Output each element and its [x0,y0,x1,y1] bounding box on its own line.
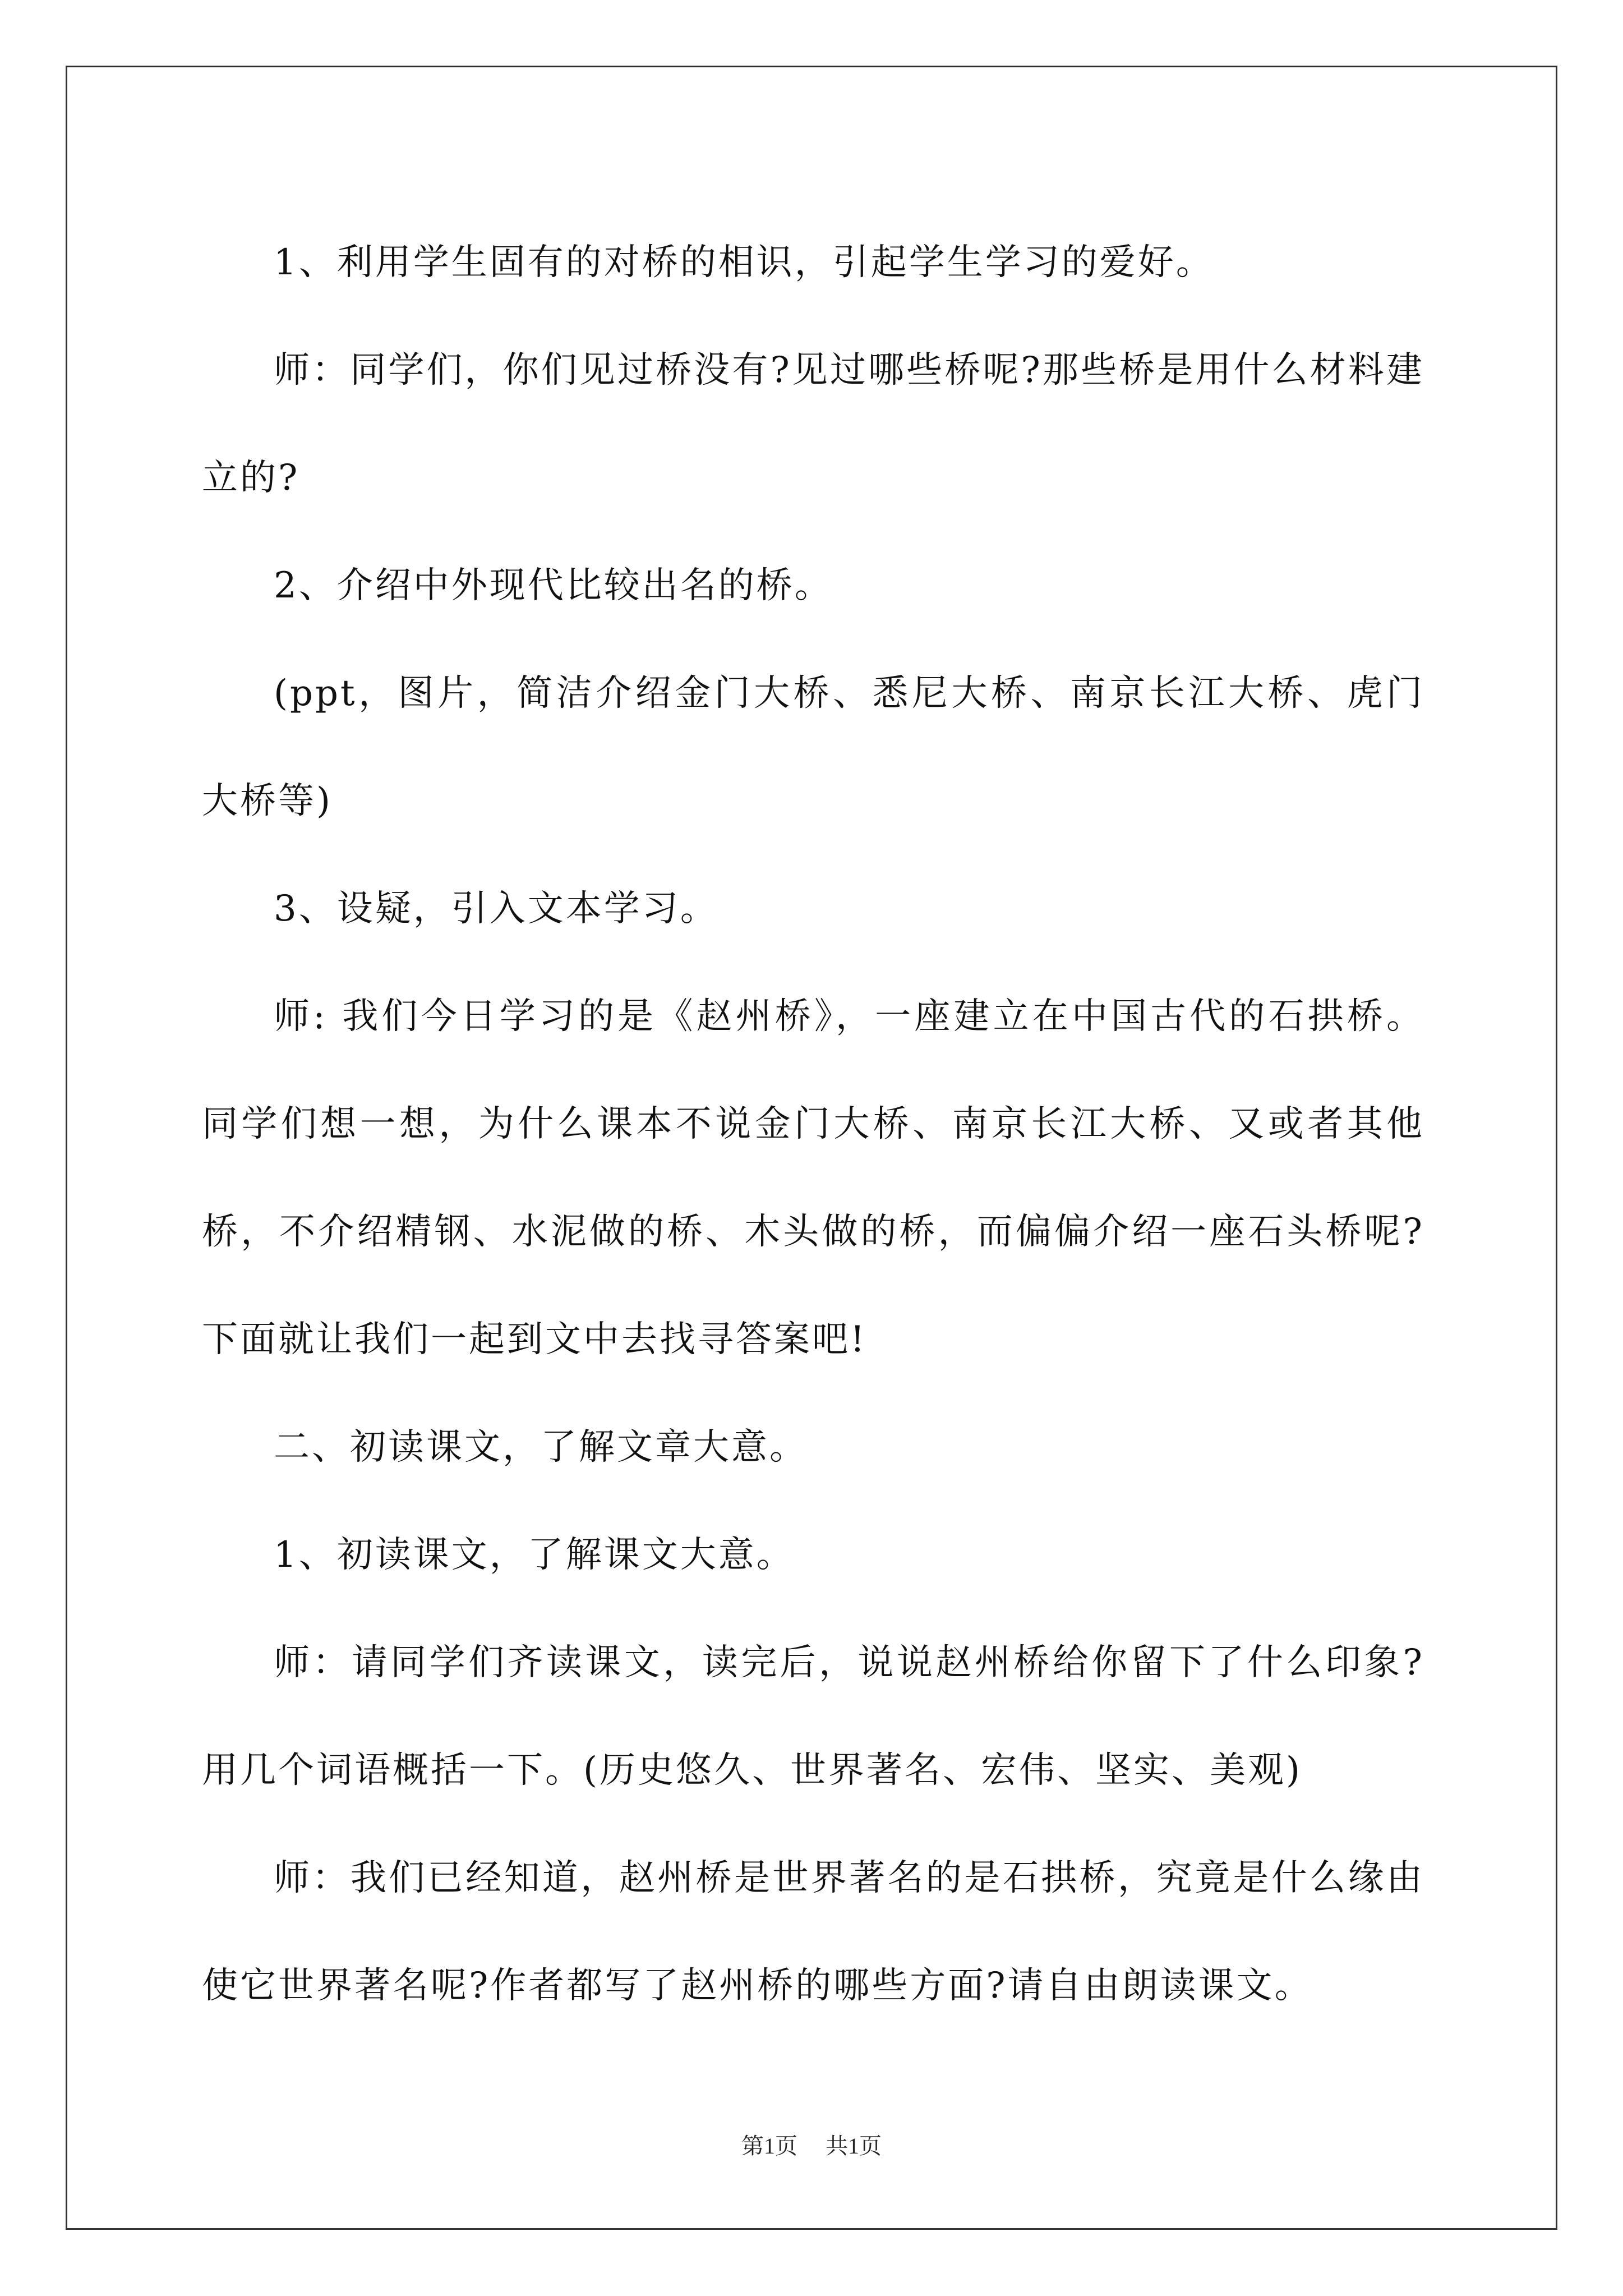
paragraph: 二、初读课文，了解文章大意。 [274,1427,808,1468]
paragraph: 师: 我们今日学习的是《赵州桥》，一座建立在中国古代的石拱桥。同学们想一想，为什么课本不说金门大桥、南京长江大桥、又或者其他桥，不介绍精钢、水泥做的桥、木头做的桥，而偏偏介绍一座石头桥呢?下面就让我们一起到文中去找寻答案吧! [202,996,1424,1360]
paragraph: 1、利用学生固有的对桥的相识，引起学生学习的爱好。 [274,242,1214,283]
page-total: 共1页 [826,2133,882,2159]
document-body [202,209,1424,2040]
page-footer [0,2131,1623,2162]
paragraph: 2、介绍中外现代比较出名的桥。 [274,565,833,606]
paragraph: 3、设疑，引入文本学习。 [274,888,718,930]
paragraph: 师：我们已经知道，赵州桥是世界著名的是石拱桥，究竟是什么缘由使它世界著名呢?作者都写了赵州桥的哪些方面?请自由朗读课文。 [202,1857,1424,2007]
paragraph: (ppt，图片，简洁介绍金门大桥、悉尼大桥、南京长江大桥、虎门大桥等) [202,673,1424,822]
paragraph: 师：同学们，你们见过桥没有?见过哪些桥呢?那些桥是用什么材料建立的? [202,349,1424,499]
page-number: 第1页 [741,2133,797,2159]
paragraph: 师：请同学们齐读课文，读完后，说说赵州桥给你留下了什么印象?用几个词语概括一下。(历史悠久、世界著名、宏伟、坚实、美观) [202,1642,1424,1791]
paragraph: 1、初读课文，了解课文大意。 [274,1534,795,1576]
